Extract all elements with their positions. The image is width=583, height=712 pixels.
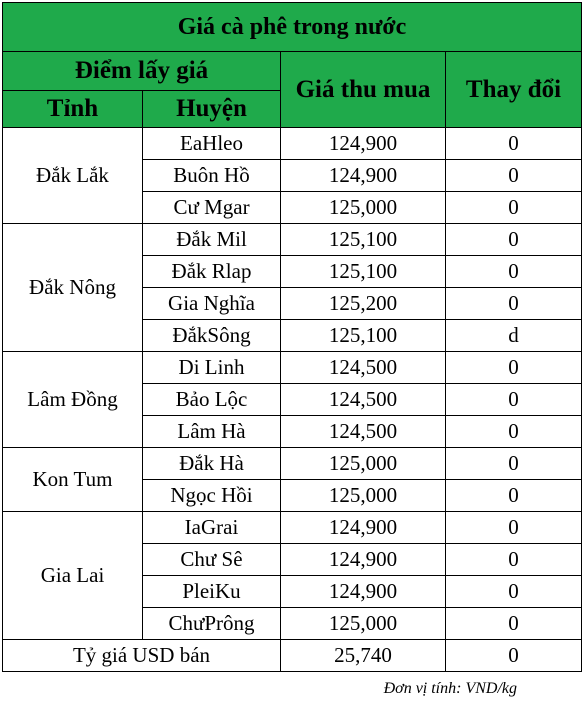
table-title: Giá cà phê trong nước xyxy=(3,3,582,52)
change-cell: 0 xyxy=(446,512,582,544)
province-cell: Lâm Đồng xyxy=(3,352,143,448)
price-cell: 124,900 xyxy=(281,512,446,544)
price-cell: 125,200 xyxy=(281,288,446,320)
price-cell: 124,900 xyxy=(281,576,446,608)
district-cell: Đắk Mil xyxy=(143,224,281,256)
district-cell: Đắk Hà xyxy=(143,448,281,480)
district-cell: Chư Sê xyxy=(143,544,281,576)
district-cell: Ngọc Hồi xyxy=(143,480,281,512)
district-cell: Bảo Lộc xyxy=(143,384,281,416)
exchange-rate-change: 0 xyxy=(446,640,582,672)
price-cell: 125,000 xyxy=(281,480,446,512)
price-cell: 125,100 xyxy=(281,256,446,288)
change-cell: 0 xyxy=(446,448,582,480)
change-cell: 0 xyxy=(446,288,582,320)
price-cell: 124,900 xyxy=(281,544,446,576)
district-cell: Gia Nghĩa xyxy=(143,288,281,320)
price-cell: 124,500 xyxy=(281,416,446,448)
district-cell: Lâm Hà xyxy=(143,416,281,448)
price-cell: 125,000 xyxy=(281,192,446,224)
district-cell: PleiKu xyxy=(143,576,281,608)
district-cell: Buôn Hồ xyxy=(143,160,281,192)
change-cell: 0 xyxy=(446,192,582,224)
table-row xyxy=(3,128,582,160)
change-cell: 0 xyxy=(446,160,582,192)
price-table-body xyxy=(3,128,582,672)
exchange-rate-value: 25,740 xyxy=(281,640,446,672)
district-header: Huyện xyxy=(143,91,281,128)
district-cell: ChưPrông xyxy=(143,608,281,640)
price-cell: 125,100 xyxy=(281,320,446,352)
province-cell: Đắk Lắk xyxy=(3,128,143,224)
district-cell: ĐắkSông xyxy=(143,320,281,352)
table-row xyxy=(3,224,582,256)
change-cell: 0 xyxy=(446,544,582,576)
change-cell: 0 xyxy=(446,480,582,512)
exchange-rate-label: Tỷ giá USD bán xyxy=(3,640,281,672)
change-header: Thay đổi xyxy=(446,52,582,128)
change-cell: 0 xyxy=(446,224,582,256)
table-row xyxy=(3,448,582,480)
unit-note: Đơn vị tính: VND/kg xyxy=(383,680,517,697)
change-cell: 0 xyxy=(446,128,582,160)
price-cell: 124,900 xyxy=(281,160,446,192)
price-cell: 124,900 xyxy=(281,128,446,160)
price-cell: 124,500 xyxy=(281,352,446,384)
change-cell: d xyxy=(446,320,582,352)
change-cell: 0 xyxy=(446,576,582,608)
province-cell: Gia Lai xyxy=(3,512,143,640)
district-cell: Cư Mgar xyxy=(143,192,281,224)
pickup-point-header: Điểm lấy giá xyxy=(3,52,281,91)
change-cell: 0 xyxy=(446,256,582,288)
price-cell: 124,500 xyxy=(281,384,446,416)
price-cell: 125,000 xyxy=(281,608,446,640)
table-row xyxy=(3,512,582,544)
change-cell: 0 xyxy=(446,608,582,640)
table-row xyxy=(3,352,582,384)
district-cell: Di Linh xyxy=(143,352,281,384)
district-cell: IaGrai xyxy=(143,512,281,544)
price-cell: 125,100 xyxy=(281,224,446,256)
change-cell: 0 xyxy=(446,416,582,448)
coffee-price-table xyxy=(2,2,582,672)
change-cell: 0 xyxy=(446,384,582,416)
province-cell: Đắk Nông xyxy=(3,224,143,352)
district-cell: EaHleo xyxy=(143,128,281,160)
district-cell: Đắk Rlap xyxy=(143,256,281,288)
buy-price-header: Giá thu mua xyxy=(281,52,446,128)
province-cell: Kon Tum xyxy=(3,448,143,512)
province-header: Tỉnh xyxy=(3,91,143,128)
change-cell: 0 xyxy=(446,352,582,384)
exchange-rate-row xyxy=(3,640,582,672)
price-cell: 125,000 xyxy=(281,448,446,480)
coffee-price-table-container xyxy=(2,2,582,672)
